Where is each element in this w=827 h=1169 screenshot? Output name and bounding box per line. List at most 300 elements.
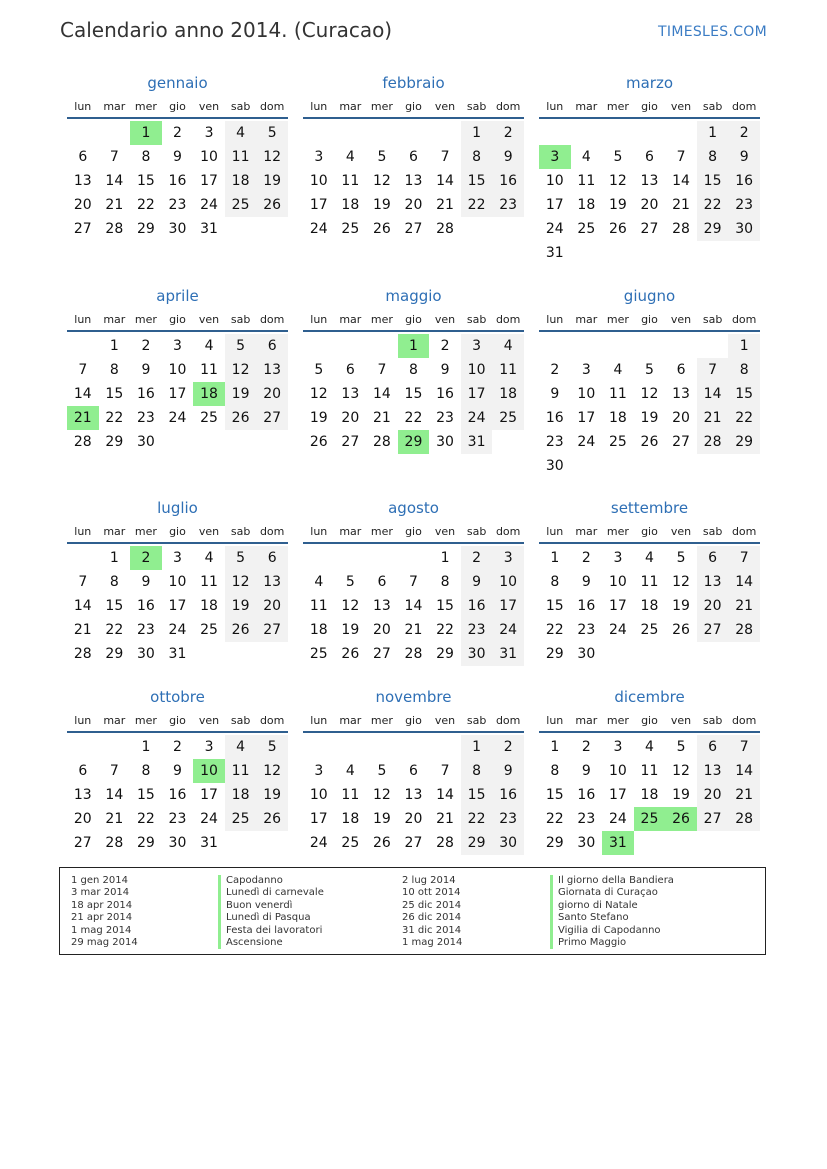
- day-cell: 30: [577, 646, 596, 662]
- week-row: [303, 546, 524, 570]
- day-cell: 4: [225, 121, 257, 145]
- weekday-label: sab: [702, 100, 723, 113]
- week-row: [67, 193, 288, 217]
- weekday-label: dom: [731, 525, 757, 538]
- day-cell: 28: [404, 646, 423, 662]
- holiday-day-cell: 1: [130, 121, 162, 145]
- day-cell: 25: [200, 410, 218, 426]
- week-row: [539, 382, 760, 406]
- weekday-label: mar: [103, 714, 126, 727]
- day-cell: 21: [105, 811, 124, 827]
- empty-cell: [303, 735, 335, 759]
- weekday-label: sab: [466, 100, 487, 113]
- day-cell: 23: [136, 410, 155, 426]
- day-cell: 17: [461, 382, 493, 406]
- day-cell: 5: [613, 149, 623, 165]
- weekday-label: gio: [405, 313, 422, 326]
- legend-names-left: [218, 875, 324, 949]
- day-cell: 24: [461, 406, 493, 430]
- day-cell: 23: [492, 807, 524, 831]
- day-cell: 17: [545, 197, 564, 213]
- day-cell: 17: [200, 173, 218, 189]
- weekday-label: gio: [169, 525, 186, 538]
- day-cell: 20: [73, 811, 92, 827]
- day-cell: 7: [728, 546, 760, 570]
- weekday-header: [67, 97, 288, 119]
- empty-cell: [665, 454, 697, 478]
- day-cell: 11: [200, 362, 218, 378]
- weekday-label: sab: [466, 714, 487, 727]
- day-cell: 8: [440, 574, 450, 590]
- day-cell: 11: [640, 763, 659, 779]
- day-cell: 2: [141, 338, 151, 354]
- weekday-label: mer: [606, 100, 629, 113]
- day-cell: 13: [672, 386, 690, 402]
- day-cell: 19: [256, 169, 288, 193]
- day-cell: 14: [73, 598, 92, 614]
- week-row: [303, 121, 524, 145]
- day-cell: 13: [404, 173, 423, 189]
- day-cell: 30: [728, 217, 760, 241]
- empty-cell: [665, 121, 697, 145]
- empty-cell: [634, 831, 666, 855]
- day-cell: 20: [341, 410, 360, 426]
- day-cell: 12: [225, 570, 257, 594]
- day-cell: 8: [109, 362, 119, 378]
- week-row: [303, 193, 524, 217]
- weekday-label: dom: [495, 100, 521, 113]
- day-cell: 5: [225, 546, 257, 570]
- weekday-label: mar: [103, 313, 126, 326]
- day-cell: 16: [168, 173, 187, 189]
- day-cell: 29: [136, 835, 155, 851]
- week-row: [67, 169, 288, 193]
- day-cell: 3: [461, 334, 493, 358]
- legend-holiday-name: Giornata di Curaçao: [550, 887, 674, 899]
- week-row: [539, 759, 760, 783]
- empty-cell: [256, 642, 288, 666]
- day-cell: 25: [577, 221, 596, 237]
- day-cell: 24: [309, 221, 328, 237]
- week-row: [303, 145, 524, 169]
- day-cell: 1: [461, 735, 493, 759]
- month-name: novembre: [375, 688, 452, 706]
- day-cell: 10: [168, 362, 187, 378]
- day-cell: 28: [672, 221, 690, 237]
- weekday-label: mar: [575, 525, 598, 538]
- day-cell: 14: [105, 173, 124, 189]
- day-cell: 27: [672, 434, 690, 450]
- day-cell: 7: [440, 763, 450, 779]
- week-row: [303, 594, 524, 618]
- weekday-header: [539, 711, 760, 733]
- week-row: [67, 570, 288, 594]
- week-row: [67, 594, 288, 618]
- day-cell: 30: [168, 835, 187, 851]
- day-cell: 29: [728, 430, 760, 454]
- day-cell: 16: [436, 386, 454, 402]
- month-name: dicembre: [614, 688, 685, 706]
- empty-cell: [366, 546, 398, 570]
- day-cell: 16: [136, 598, 155, 614]
- day-cell: 16: [492, 783, 524, 807]
- day-cell: 5: [314, 362, 324, 378]
- day-cell: 20: [640, 197, 659, 213]
- holiday-legend: [59, 867, 766, 955]
- week-row: [539, 169, 760, 193]
- day-cell: 7: [78, 574, 88, 590]
- empty-cell: [697, 334, 729, 358]
- day-cell: 22: [697, 193, 729, 217]
- day-cell: 15: [728, 382, 760, 406]
- weekday-label: ven: [198, 313, 220, 326]
- day-cell: 29: [697, 217, 729, 241]
- weekday-header: [303, 711, 524, 733]
- empty-cell: [697, 642, 729, 666]
- day-cell: 5: [256, 121, 288, 145]
- week-row: [67, 759, 288, 783]
- day-cell: 23: [461, 618, 493, 642]
- legend-date: 21 apr 2014: [71, 912, 133, 924]
- day-cell: 17: [577, 410, 596, 426]
- day-cell: 28: [728, 618, 760, 642]
- week-row: [539, 594, 760, 618]
- weekday-label: mar: [103, 100, 126, 113]
- day-cell: 25: [640, 622, 659, 638]
- month-settembre: [539, 498, 760, 666]
- day-cell: 3: [613, 739, 623, 755]
- day-cell: 1: [461, 121, 493, 145]
- day-cell: 3: [492, 546, 524, 570]
- empty-cell: [256, 831, 288, 855]
- empty-cell: [728, 642, 760, 666]
- day-cell: 10: [168, 574, 187, 590]
- legend-holiday-name: giorno di Natale: [550, 900, 674, 912]
- day-cell: 12: [640, 386, 659, 402]
- legend-holiday-name: Ascensione: [218, 937, 324, 949]
- holiday-day-cell: 3: [539, 145, 571, 169]
- month-gennaio: [67, 73, 288, 241]
- month-aprile: [67, 286, 288, 454]
- day-cell: 26: [608, 221, 627, 237]
- day-cell: 13: [256, 570, 288, 594]
- day-cell: 3: [581, 362, 591, 378]
- empty-cell: [571, 121, 603, 145]
- day-cell: 23: [436, 410, 454, 426]
- day-cell: 6: [676, 362, 686, 378]
- day-cell: 27: [697, 618, 729, 642]
- day-cell: 14: [73, 386, 92, 402]
- day-cell: 29: [436, 646, 454, 662]
- weekday-label: mar: [339, 100, 362, 113]
- empty-cell: [602, 241, 634, 265]
- legend-holiday-name: Santo Stefano: [550, 912, 674, 924]
- weekday-label: gio: [169, 100, 186, 113]
- day-cell: 14: [404, 598, 423, 614]
- day-cell: 6: [409, 763, 418, 779]
- day-cell: 16: [577, 787, 596, 803]
- weekday-header: [303, 97, 524, 119]
- weekday-label: mar: [339, 714, 362, 727]
- day-cell: 1: [440, 550, 450, 566]
- day-cell: 27: [256, 406, 288, 430]
- day-cell: 19: [640, 410, 659, 426]
- empty-cell: [256, 430, 288, 454]
- day-cell: 26: [341, 646, 360, 662]
- holiday-day-cell: 31: [602, 831, 634, 855]
- day-cell: 23: [136, 622, 155, 638]
- week-row: [303, 759, 524, 783]
- day-cell: 1: [109, 338, 119, 354]
- day-cell: 7: [440, 149, 450, 165]
- day-cell: 17: [309, 197, 328, 213]
- week-row: [539, 121, 760, 145]
- day-cell: 24: [577, 434, 596, 450]
- day-cell: 31: [545, 245, 564, 261]
- empty-cell: [398, 546, 430, 570]
- day-cell: 9: [581, 574, 591, 590]
- day-cell: 22: [461, 807, 493, 831]
- week-row: [67, 145, 288, 169]
- weekday-label: dom: [259, 714, 285, 727]
- holiday-day-cell: 1: [398, 334, 430, 358]
- empty-cell: [571, 454, 603, 478]
- day-cell: 31: [461, 430, 493, 454]
- week-row: [67, 735, 288, 759]
- day-cell: 8: [141, 149, 151, 165]
- day-cell: 29: [545, 646, 564, 662]
- empty-cell: [225, 642, 257, 666]
- day-cell: 18: [577, 197, 596, 213]
- empty-cell: [335, 334, 367, 358]
- weekday-label: sab: [702, 313, 723, 326]
- day-cell: 17: [168, 386, 187, 402]
- day-cell: 18: [225, 783, 257, 807]
- day-cell: 11: [341, 173, 360, 189]
- week-row: [303, 807, 524, 831]
- empty-cell: [634, 121, 666, 145]
- week-row: [539, 145, 760, 169]
- day-cell: 13: [73, 173, 92, 189]
- day-cell: 13: [341, 386, 360, 402]
- day-cell: 21: [404, 622, 423, 638]
- weekday-header: [303, 310, 524, 332]
- week-row: [539, 430, 760, 454]
- month-luglio: [67, 498, 288, 666]
- empty-cell: [99, 121, 131, 145]
- day-cell: 19: [256, 783, 288, 807]
- week-row: [303, 618, 524, 642]
- weekday-label: ven: [434, 313, 456, 326]
- empty-cell: [728, 454, 760, 478]
- day-cell: 19: [372, 197, 391, 213]
- weekday-label: mer: [134, 100, 157, 113]
- day-cell: 1: [550, 739, 560, 755]
- empty-cell: [665, 831, 697, 855]
- day-cell: 25: [608, 434, 627, 450]
- weekday-label: mer: [134, 525, 157, 538]
- day-cell: 11: [608, 386, 627, 402]
- empty-cell: [429, 121, 461, 145]
- day-cell: 7: [109, 763, 119, 779]
- empty-cell: [728, 831, 760, 855]
- brand-link[interactable]: TIMESLES.COM: [658, 24, 767, 40]
- day-cell: 6: [377, 574, 387, 590]
- day-cell: 13: [697, 570, 729, 594]
- legend-date: 3 mar 2014: [71, 887, 130, 899]
- weekday-label: sab: [230, 100, 251, 113]
- day-cell: 22: [404, 410, 423, 426]
- weekday-label: lun: [74, 525, 92, 538]
- empty-cell: [429, 735, 461, 759]
- day-cell: 7: [676, 149, 686, 165]
- day-cell: 7: [697, 358, 729, 382]
- weekday-label: ven: [198, 525, 220, 538]
- day-cell: 7: [78, 362, 88, 378]
- day-cell: 3: [204, 125, 214, 141]
- day-cell: 18: [341, 197, 360, 213]
- weekday-label: lun: [546, 313, 564, 326]
- weekday-label: lun: [310, 525, 328, 538]
- weekday-label: lun: [310, 714, 328, 727]
- day-cell: 15: [697, 169, 729, 193]
- week-row: [303, 735, 524, 759]
- day-cell: 21: [728, 783, 760, 807]
- day-cell: 15: [545, 598, 564, 614]
- week-row: [303, 334, 524, 358]
- weekday-label: gio: [405, 525, 422, 538]
- day-cell: 22: [461, 193, 493, 217]
- week-row: [67, 807, 288, 831]
- day-cell: 25: [341, 221, 360, 237]
- day-cell: 2: [461, 546, 493, 570]
- day-cell: 8: [109, 574, 119, 590]
- day-cell: 19: [309, 410, 328, 426]
- day-cell: 17: [608, 787, 627, 803]
- day-cell: 8: [409, 362, 418, 378]
- weekday-label: dom: [495, 714, 521, 727]
- weekday-label: gio: [405, 100, 422, 113]
- day-cell: 18: [640, 787, 659, 803]
- day-cell: 16: [168, 787, 187, 803]
- day-cell: 10: [577, 386, 596, 402]
- day-cell: 4: [204, 550, 214, 566]
- day-cell: 7: [409, 574, 418, 590]
- day-cell: 30: [136, 646, 155, 662]
- week-row: [67, 618, 288, 642]
- empty-cell: [571, 241, 603, 265]
- weekday-label: gio: [641, 313, 658, 326]
- day-cell: 10: [608, 763, 627, 779]
- day-cell: 25: [492, 406, 524, 430]
- weekday-label: sab: [230, 313, 251, 326]
- month-name: settembre: [610, 499, 689, 517]
- day-cell: 4: [345, 763, 355, 779]
- day-cell: 1: [697, 121, 729, 145]
- empty-cell: [67, 546, 99, 570]
- day-cell: 2: [581, 550, 591, 566]
- day-cell: 27: [372, 646, 391, 662]
- day-cell: 14: [436, 787, 454, 803]
- day-cell: 23: [577, 622, 596, 638]
- day-cell: 12: [341, 598, 360, 614]
- weekday-label: lun: [74, 714, 92, 727]
- weekday-label: ven: [670, 525, 692, 538]
- weekday-label: ven: [434, 714, 456, 727]
- month-name: febbraio: [382, 74, 445, 92]
- day-cell: 15: [136, 787, 155, 803]
- month-name: maggio: [385, 287, 442, 305]
- day-cell: 29: [461, 831, 493, 855]
- legend-date: 26 dic 2014: [402, 912, 462, 924]
- day-cell: 14: [436, 173, 454, 189]
- empty-cell: [335, 121, 367, 145]
- day-cell: 14: [728, 759, 760, 783]
- weekday-label: dom: [731, 714, 757, 727]
- weekday-header: [539, 310, 760, 332]
- day-cell: 27: [256, 618, 288, 642]
- empty-cell: [634, 241, 666, 265]
- day-cell: 9: [173, 763, 182, 779]
- day-cell: 19: [608, 197, 627, 213]
- day-cell: 17: [200, 787, 218, 803]
- day-cell: 2: [440, 338, 450, 354]
- empty-cell: [225, 831, 257, 855]
- weekday-label: sab: [466, 313, 487, 326]
- day-cell: 5: [676, 739, 686, 755]
- empty-cell: [67, 334, 99, 358]
- day-cell: 25: [225, 193, 257, 217]
- day-cell: 20: [404, 811, 423, 827]
- day-cell: 27: [404, 835, 423, 851]
- legend-date: 18 apr 2014: [71, 899, 133, 911]
- day-cell: 25: [309, 646, 328, 662]
- weekday-label: lun: [546, 714, 564, 727]
- week-row: [303, 831, 524, 855]
- day-cell: 18: [341, 811, 360, 827]
- day-cell: 8: [697, 145, 729, 169]
- day-cell: 15: [436, 598, 454, 614]
- week-row: [539, 618, 760, 642]
- week-row: [303, 642, 524, 666]
- day-cell: 24: [608, 811, 627, 827]
- month-novembre: [303, 687, 524, 855]
- day-cell: 3: [613, 550, 623, 566]
- day-cell: 30: [436, 434, 454, 450]
- day-cell: 13: [697, 759, 729, 783]
- day-cell: 11: [492, 358, 524, 382]
- day-cell: 22: [436, 622, 454, 638]
- empty-cell: [366, 121, 398, 145]
- week-row: [303, 406, 524, 430]
- day-cell: 12: [256, 145, 288, 169]
- week-row: [539, 217, 760, 241]
- empty-cell: [225, 430, 257, 454]
- day-cell: 12: [309, 386, 328, 402]
- day-cell: 31: [492, 642, 524, 666]
- weekday-label: mer: [606, 525, 629, 538]
- empty-cell: [67, 735, 99, 759]
- day-cell: 4: [645, 739, 654, 755]
- empty-cell: [602, 454, 634, 478]
- day-cell: 26: [640, 434, 659, 450]
- day-cell: 24: [200, 197, 218, 213]
- empty-cell: [335, 546, 367, 570]
- empty-cell: [539, 334, 571, 358]
- day-cell: 21: [105, 197, 124, 213]
- day-cell: 23: [545, 434, 564, 450]
- month-ottobre: [67, 687, 288, 855]
